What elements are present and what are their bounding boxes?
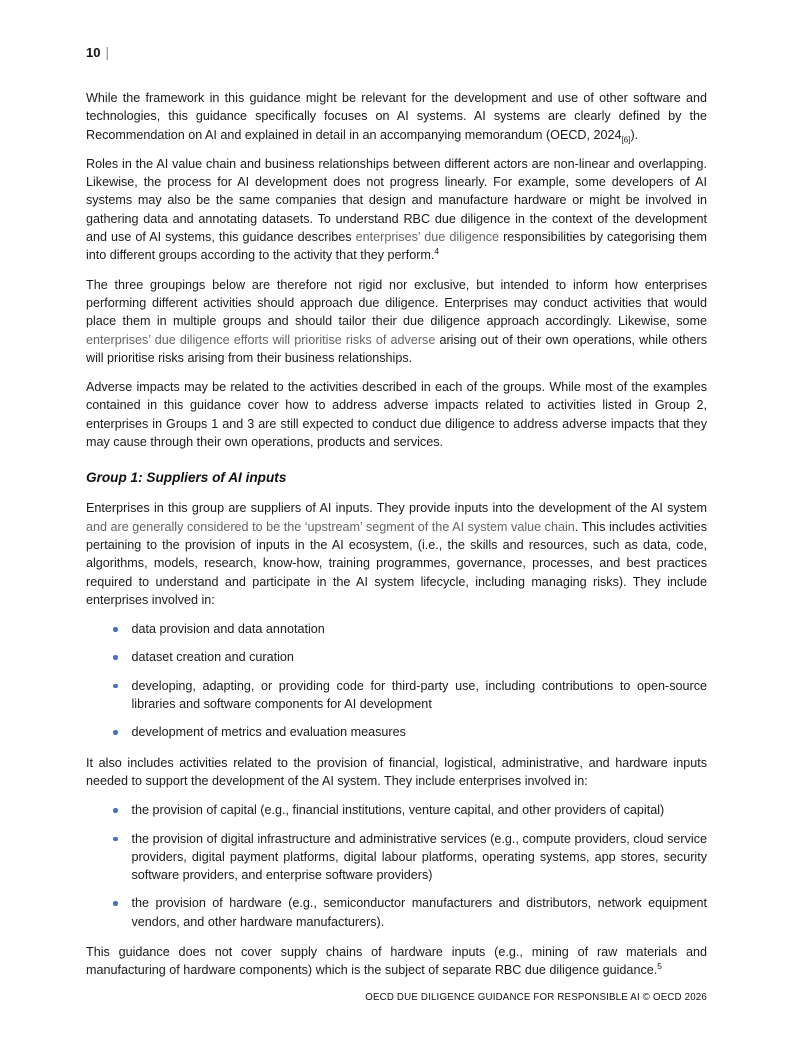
paragraph-scope-text: While the framework in this guidance might be relevant for the development and use of other software and technologies, this guidance specifically focuses on AI systems. AI systems are clearly defined by the Recommendation on AI and explained in detail in an accompanying memorandum (OECD, 2024 [86, 91, 707, 142]
list-item [86, 801, 707, 819]
paragraph-scope-end: ). [630, 127, 639, 142]
bullet-dot-icon [113, 684, 118, 689]
paragraph-group1-intro [86, 499, 707, 609]
list-item-text: the provision of digital infrastructure and administrative services (e.g., compute providers, cloud service providers, digital payment platforms, digital labour platforms, operating systems, app stores, security software providers, and enterprise software providers) [131, 831, 707, 883]
page-number: 10 [86, 45, 101, 60]
paragraph-exclusion-text: This guidance does not cover supply chains of hardware inputs (e.g., mining of raw materials and manufacturing of hardware components) which is the subject of separate RBC due diligence guidance. [86, 944, 707, 978]
section-heading-group1: Group 1: Suppliers of AI inputs [86, 470, 287, 486]
page-footer: OECD DUE DILIGENCE GUIDANCE FOR RESPONSIBLE AI © OECD 2026 [365, 992, 707, 1003]
list-item [86, 677, 707, 714]
list-item [86, 894, 707, 931]
paragraph-exclusion [86, 943, 707, 980]
footnote-ref-5: 5 [657, 961, 662, 972]
paragraph-scope [86, 89, 707, 144]
bullet-dot-icon [113, 730, 118, 735]
tracked-change-text: enterprises’ due diligence [355, 230, 500, 245]
list-item-text: the provision of capital (e.g., financial institutions, venture capital, and other providers of capital) [131, 803, 665, 818]
bullet-dot-icon [113, 655, 118, 660]
paragraph-groupings-text: The three groupings below are therefore not rigid nor exclusive, but intended to inform how enterprises performing different activities should approach due diligence. Enterprises may conduct activities that would place them in multiple groups and should tailor their due diligence approach accordingly. Likewise, some [86, 277, 707, 329]
list-item-text: developing, adapting, or providing code for third-party use, including contributions to open-source libraries and software components for AI development [131, 678, 707, 712]
paragraph-group1-text: Enterprises in this group are suppliers of AI inputs. They provide inputs into the development of the AI system [86, 501, 707, 516]
paragraph-other-inputs: It also includes activities related to the provision of financial, logistical, administrative, and hardware inputs needed to support the development of the AI system. They include enterprises involved in: [86, 755, 707, 788]
list-item-text: data provision and data annotation [131, 622, 325, 637]
bullet-list-support-inputs [86, 801, 707, 931]
paragraph-groupings-end: arising out of their own operations, while others will prioritise risks arising from their business relationships. [86, 332, 707, 365]
list-item-text: dataset creation and curation [131, 650, 294, 665]
list-item [86, 620, 707, 638]
paragraph-roles-text: Roles in the AI value chain and business relationships between different actors are non-linear and overlapping. Likewise, the process for AI development does not progress linearly. For example, some developers of AI systems may also be the same companies that design and manufacture hardware or might be involved in gathering data and annotating datasets. To understand RBC due diligence in the context of the development and use of AI systems, this guidance describes [86, 156, 707, 245]
paragraph-adverse-impacts: Adverse impacts may be related to the activities described in each of the groups. While most of the examples contained in this guidance cover how to address adverse impacts related to activities listed in Group 2, enterprises in Groups 1 and 3 are still expected to conduct due diligence to address adverse impacts that they may cause through their own operations, products and services. [86, 380, 707, 450]
page-number-separator: | [105, 44, 110, 60]
bullet-dot-icon [113, 837, 118, 842]
footnote-ref-4: 4 [434, 246, 440, 257]
page-number-header [86, 44, 707, 60]
paragraph-roles [86, 155, 707, 265]
list-item [86, 723, 707, 741]
paragraph-groupings [86, 276, 707, 367]
bullet-list-ai-inputs [86, 620, 707, 741]
bullet-dot-icon [113, 627, 118, 632]
bullet-dot-icon [113, 808, 118, 813]
citation-subscript: [6] [621, 135, 631, 145]
paragraph-group1-end: . This includes activities pertaining to the provision of inputs in the AI ecosystem, (i.e., the skills and resources, such as data, code, algorithms, models, research, know-how, training programmes, governance, processes, and best practices required to understand and participate in the AI system lifecycle, including managing risks). They include enterprises involved in: [86, 519, 707, 607]
page-content [86, 44, 707, 991]
tracked-change-text: enterprises’ due diligence efforts will prioritise risks of adverse [86, 332, 436, 347]
list-item [86, 648, 707, 666]
list-item [86, 830, 707, 885]
list-item-text: development of metrics and evaluation measures [131, 725, 406, 740]
paragraph-roles-end: responsibilities by categorising them into different groups according to the activity that they perform. [86, 230, 707, 263]
tracked-change-text: and are generally considered to be the ‘upstream’ segment of the AI system value chain [86, 519, 575, 534]
bullet-dot-icon [113, 901, 118, 906]
list-item-text: the provision of hardware (e.g., semiconductor manufacturers and distributors, network equipment vendors, and other hardware manufacturers). [131, 896, 707, 929]
